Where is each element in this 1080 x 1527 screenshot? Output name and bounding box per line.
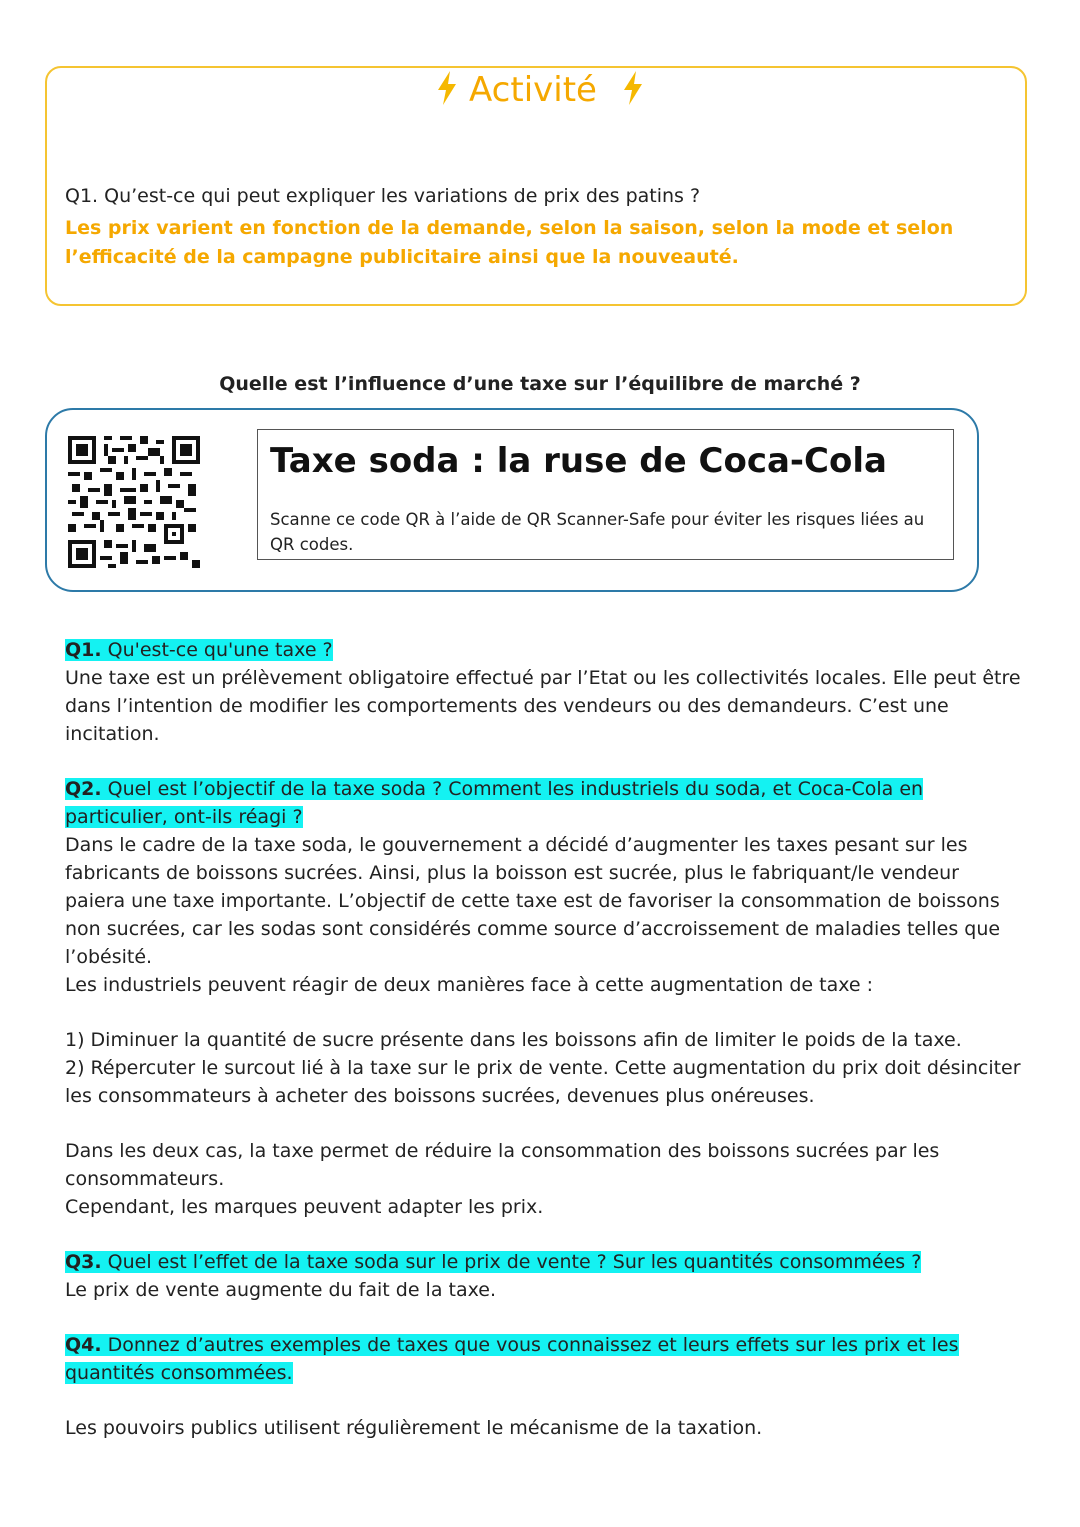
q3-question (65, 1248, 1025, 1276)
q2-list-item-1: 1) Diminuer la quantité de sucre présente dans les boissons afin de limiter le poids de la taxe. (65, 1029, 962, 1051)
questions-section (65, 636, 1025, 1442)
activity-heading (0, 70, 1080, 110)
q2-paragraph-1: Dans le cadre de la taxe soda, le gouvernement a décidé d’augmenter les taxes pesant sur les fabricants de boissons sucrées. Ainsi, plus la boisson est sucrée, plus le fabriquant/le vendeur paiera une taxe importante. L’objectif de cette taxe est de favoriser la consommation de boissons non sucrées, car les sodas sont considérés comme source d’accroissement de maladies telles que l’obésité. (65, 834, 1001, 968)
article-instructions: Scanne ce code QR à l’aide de QR Scanner-Safe pour éviter les risques liées au QR codes. (270, 510, 925, 554)
activity-title: Activité (469, 70, 597, 110)
qr-code-icon[interactable] (68, 436, 200, 568)
lightning-icon (622, 71, 644, 105)
lightning-icon (436, 71, 458, 105)
q3-text: Quel est l’effet de la taxe soda sur le prix de vente ? Sur les quantités consommées ? (101, 1251, 922, 1273)
q4-text: Donnez d’autres exemples de taxes que vous connaissez et leurs effets sur les prix et les quantités consommées. (65, 1334, 959, 1384)
q3-answer: Le prix de vente augmente du fait de la taxe. (65, 1279, 496, 1301)
q2-list-item-2: 2) Répercuter le surcout lié à la taxe sur le prix de vente. Cette augmentation du prix doit désinciter les consommateurs à acheter des boissons sucrées, devenues plus onéreuses. (65, 1057, 1021, 1107)
q2-paragraph-4: Cependant, les marques peuvent adapter les prix. (65, 1196, 544, 1218)
q4-answer: Les pouvoirs publics utilisent régulièrement le mécanisme de la taxation. (65, 1417, 763, 1439)
q1-text: Qu'est-ce qu'une taxe ? (101, 639, 333, 661)
q4-question (65, 1331, 1025, 1387)
q2-paragraph-3: Dans les deux cas, la taxe permet de réduire la consommation des boissons sucrées par les consommateurs. (65, 1140, 940, 1190)
activity-question: Q1. Qu’est-ce qui peut expliquer les variations de prix des patins ? (65, 185, 701, 207)
activity-answer: Les prix varient en fonction de la demande, selon la saison, selon la mode et selon l’efficacité de la campagne publicitaire ainsi que la nouveauté. (65, 217, 954, 268)
q2-text: Quel est l’objectif de la taxe soda ? Comment les industriels du soda, et Coca-Cola en particulier, ont-ils réagi ? (65, 778, 924, 828)
q2-label: Q2. (65, 778, 102, 800)
article-title: Taxe soda : la ruse de Coca-Cola (270, 441, 887, 481)
q1-answer: Une taxe est un prélèvement obligatoire effectué par l’Etat ou les collectivités locales. Elle peut être dans l’intention de modifier les comportements des vendeurs ou des demandeurs. C’est une incitation. (65, 667, 1021, 745)
q1-label: Q1. (65, 639, 102, 661)
section-title: Quelle est l’influence d’une taxe sur l’équilibre de marché ? (219, 373, 861, 395)
q1-question (65, 636, 1025, 664)
q4-label: Q4. (65, 1334, 102, 1356)
q3-label: Q3. (65, 1251, 102, 1273)
q2-question (65, 775, 1025, 831)
q2-paragraph-2: Les industriels peuvent réagir de deux manières face à cette augmentation de taxe : (65, 974, 874, 996)
